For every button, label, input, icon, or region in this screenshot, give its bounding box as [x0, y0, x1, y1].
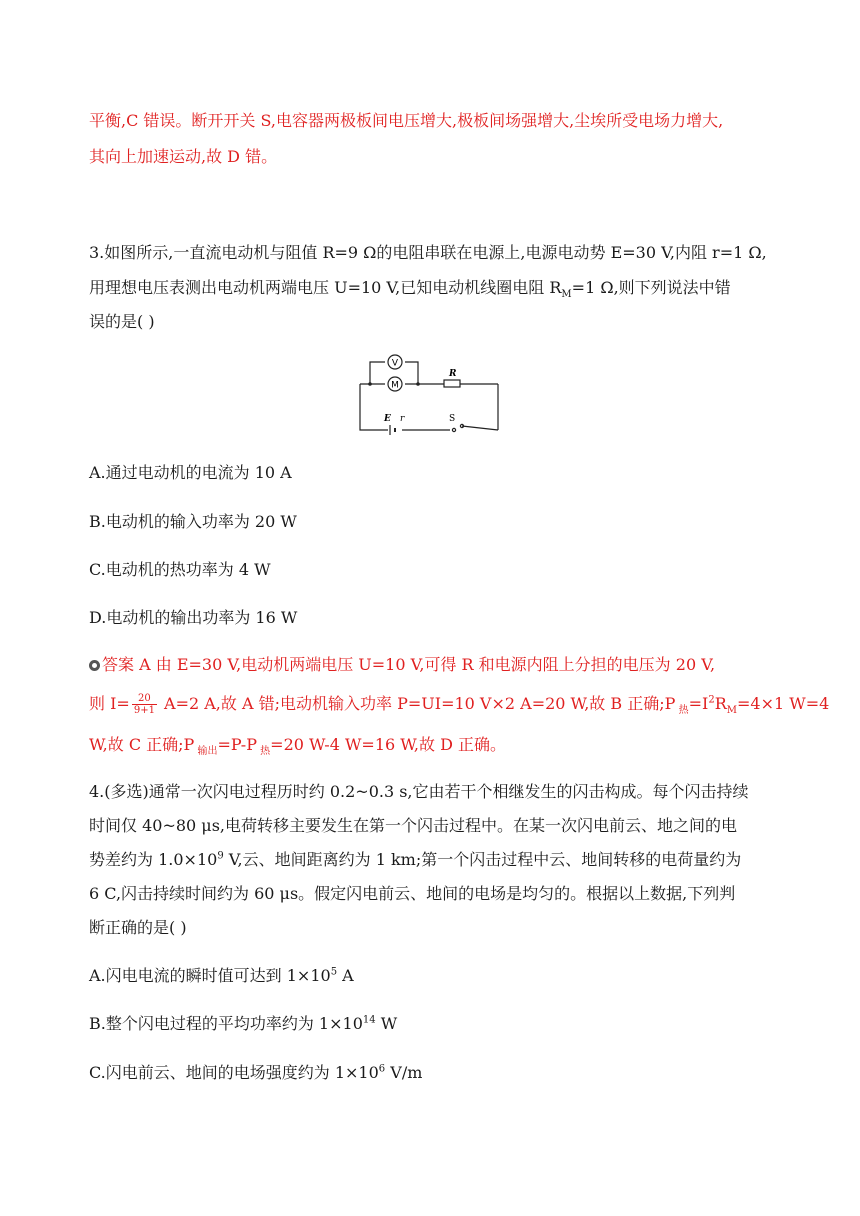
q4-stem-line-2: 时间仅 40~80 μs,电荷转移主要发生在第一个闪击过程中。在某一次闪电前云、地之间的电 — [89, 816, 737, 835]
q3-stem-line-1: 3.如图所示,一直流电动机与阻值 R=9 Ω的电阻串联在电源上,电源电动势 E=30 V,内阻 r=1 Ω, — [89, 243, 767, 262]
prev-answer-line-1: 平衡,C 错误。断开开关 S,电容器两极板间电压增大,极板间场强增大,尘埃所受电场力增大, — [89, 111, 724, 130]
resistor-label: R — [449, 369, 457, 379]
q3-answer-line-1: 答案 A 由 E=30 V,电动机两端电压 U=10 V,可得 R 和电源内阻上分担的电压为 20 V, — [89, 654, 715, 676]
q4-option-b: B.整个闪电过程的平均功率约为 $1\times 10^{14}$ W — [89, 1014, 398, 1033]
q4-stem-line-4: 6 C,闪击持续时间约为 60 μs。假定闪电前云、地间的电场是均匀的。根据以上数据,下列判 — [89, 884, 736, 903]
q4-option-a: A.闪电电流的瞬时值可达到 $1\times 10^5$ A — [89, 966, 354, 985]
q3-answer-line-2: 则 I= $\frac{20}{9+1}$ A=2 A,故 A 错;电动机输入功率 P=UI=10 V×2 A=20 W,故 B 正确;P $_热=I^2R_M=4\times 1$ W=4 — [89, 693, 830, 717]
q3-option-c: C.电动机的热功率为 4 W — [89, 560, 271, 579]
q3-option-a: A.通过电动机的电流为 10 A — [89, 463, 292, 482]
q3-option-d: D.电动机的输出功率为 16 W — [89, 608, 298, 627]
circuit-diagram — [358, 350, 502, 436]
q4-stem-line-5: 断正确的是( ) — [89, 918, 187, 937]
switch-label: S — [449, 414, 456, 424]
q3-answer-line-3: W,故 C 正确;P $_{输出}$=P-P $_热$=20 W-4 W=16 W,故 D 正确。 — [89, 735, 506, 758]
q4-option-c: C.闪电前云、地间的电场强度约为 $1\times 10^6$ V/m — [89, 1063, 423, 1082]
q4-stem-line-3: 势差约为 $1.0\times 10^9$ V,云、地间距离约为 1 km;第一个闪击过程中云、地间转移的电荷量约为 — [89, 850, 742, 869]
internal-resistance-label: r — [400, 414, 405, 424]
voltmeter-label: V — [391, 358, 399, 369]
emf-label: E — [384, 414, 391, 424]
motor-label: M — [391, 380, 399, 391]
q3-option-b: B.电动机的输入功率为 20 W — [89, 512, 297, 531]
q3-stem-line-2: 用理想电压表测出电动机两端电压 U=10 V,已知电动机线圈电阻 $R_M=1$ Ω,则下列说法中错 — [89, 278, 731, 301]
q4-stem-line-1: 4.(多选)通常一次闪电过程历时约 0.2~0.3 s,它由若干个相继发生的闪击构成。每个闪击持续 — [89, 782, 749, 801]
prev-answer-line-2: 其向上加速运动,故 D 错。 — [89, 147, 278, 166]
fraction: $\frac{20}{9+1}$ — [133, 693, 155, 716]
answer-icon — [89, 660, 100, 671]
q3-stem-line-3: 误的是( ) — [89, 312, 155, 331]
